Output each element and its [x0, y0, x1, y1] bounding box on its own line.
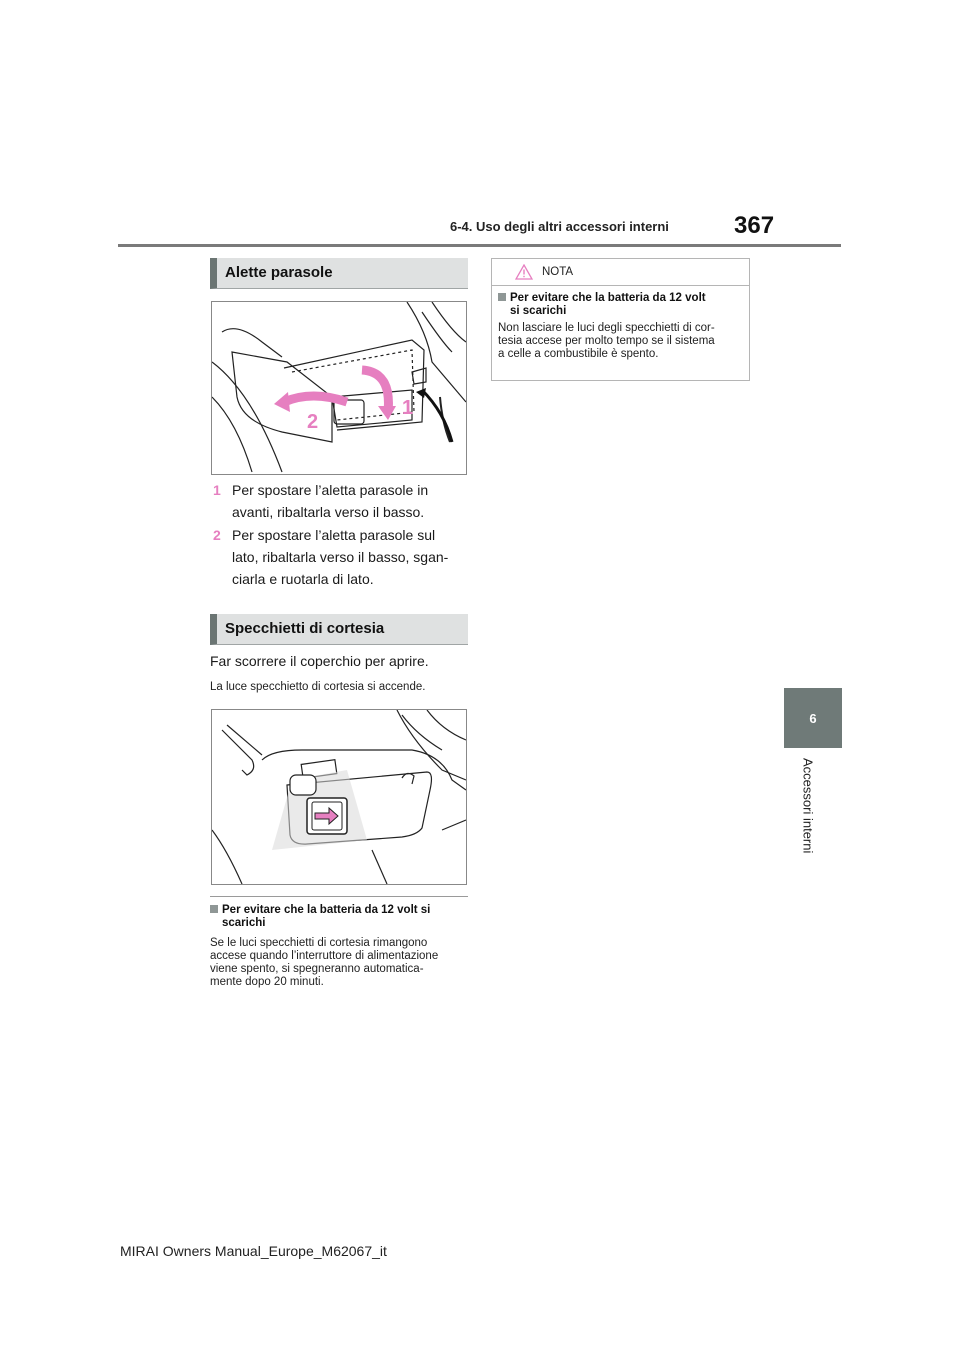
body-line: tesia accese per molto tempo se il sistema — [498, 335, 715, 347]
bullet-title-line: Per evitare che la batteria da 12 volt si — [222, 904, 431, 916]
bullet-square-icon — [210, 905, 218, 913]
bullet-title-line: scarichi — [222, 917, 266, 929]
figure-label-2: 2 — [307, 411, 319, 433]
body-line: a celle a combustibile è spento. — [498, 348, 659, 360]
chapter-tab — [784, 688, 842, 748]
section-header-title: 6-4. Uso degli altri accessori interni — [450, 219, 669, 234]
body-line: accese quando l’interruttore di alimentazione — [210, 950, 439, 962]
sun-visor-illustration — [211, 301, 467, 475]
step-text-line: lato, ribaltarla verso il basso, sgan- — [232, 549, 449, 565]
body-line: Non lasciare le luci degli specchietti di cor- — [498, 322, 715, 334]
mirror-intro-text: Far scorrere il coperchio per aprire. — [210, 653, 429, 669]
body-line: Se le luci specchietti di cortesia rimangono — [210, 937, 428, 949]
step-text-line: avanti, ribaltarla verso il basso. — [232, 504, 425, 520]
vanity-mirror-illustration — [211, 709, 467, 885]
bullet-square-icon — [498, 293, 506, 301]
mirror-light-note: La luce specchietto di cortesia si accende. — [210, 681, 426, 693]
section-heading-text: Specchietti di cortesia — [225, 620, 385, 637]
body-line: mente dopo 20 minuti. — [210, 976, 324, 988]
battery-bullet-title — [210, 904, 430, 930]
nota-box — [491, 258, 750, 381]
nota-title — [498, 292, 706, 318]
body-line: viene spento, si spegneranno automatica- — [210, 963, 424, 975]
chapter-side-label — [798, 758, 818, 878]
section-divider — [210, 896, 468, 897]
page-number: 367 — [734, 212, 775, 239]
step-text-line: Per spostare l’aletta parasole sul — [232, 527, 436, 543]
section-heading-alette-parasole — [210, 258, 468, 289]
step-text-line: Per spostare l’aletta parasole in — [232, 482, 429, 498]
chapter-title: Accessori interni — [800, 758, 816, 854]
figure-label-1: 1 — [402, 397, 414, 419]
nota-title-line: si scarichi — [510, 305, 567, 317]
section-heading-text: Alette parasole — [225, 264, 333, 281]
header-divider — [118, 244, 841, 247]
nota-label: NOTA — [542, 266, 574, 278]
nota-header — [492, 259, 749, 286]
section-heading-specchietti — [210, 614, 468, 645]
nota-title-line: Per evitare che la batteria da 12 volt — [510, 292, 706, 304]
step-number: 1 — [213, 482, 221, 498]
warning-triangle-icon — [515, 264, 533, 280]
nota-body — [498, 322, 715, 361]
chapter-number: 6 — [809, 710, 817, 726]
footer-manual-id: MIRAI Owners Manual_Europe_M62067_it — [120, 1243, 387, 1259]
step-text-line: ciarla e ruotarla di lato. — [232, 571, 374, 587]
step-number: 2 — [213, 527, 221, 543]
battery-bullet-body — [210, 937, 438, 989]
